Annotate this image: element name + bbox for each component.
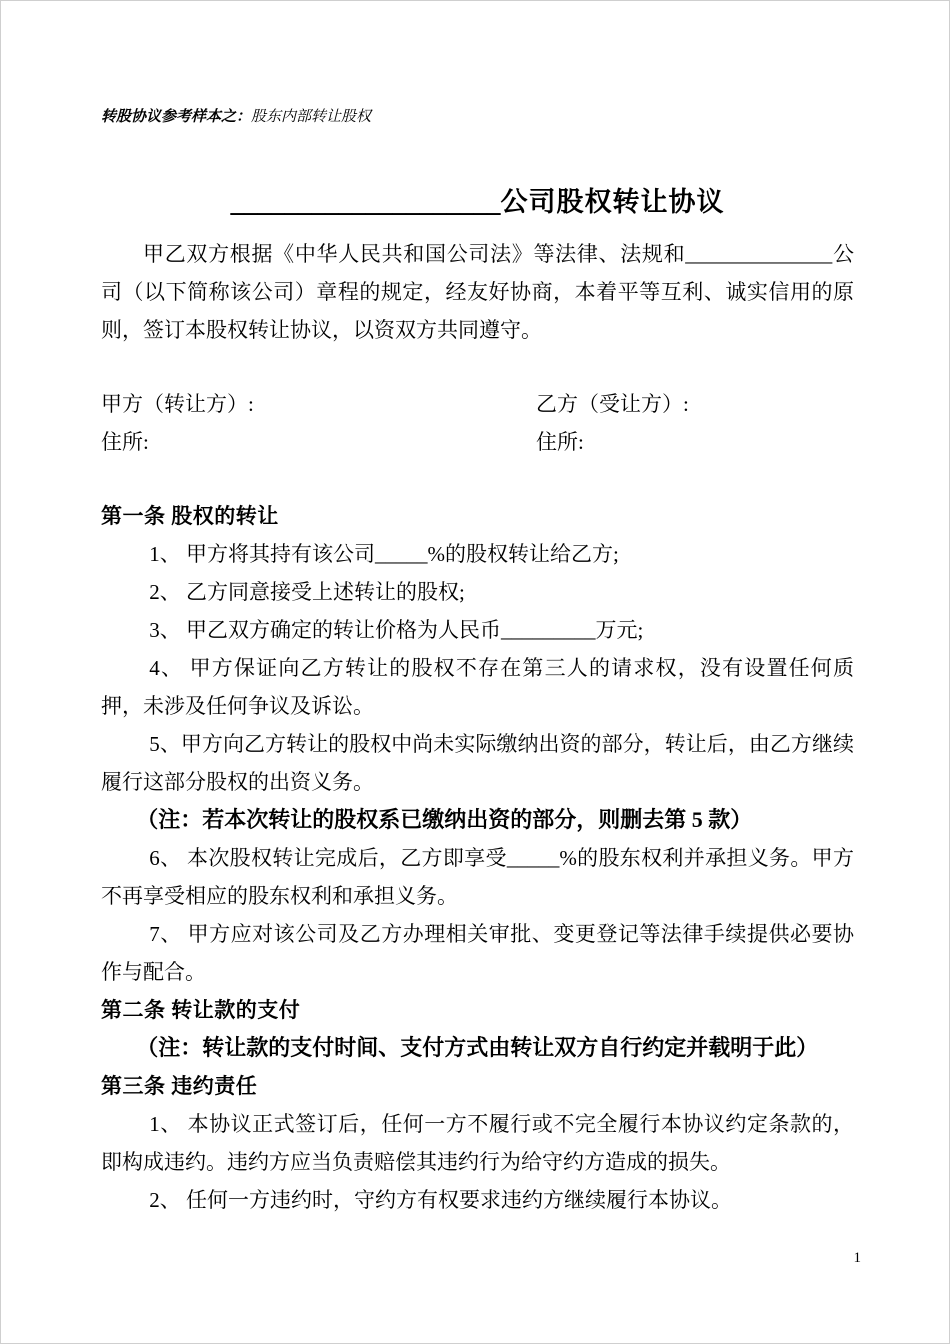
blank-line: [101, 461, 854, 497]
clause-item: 2、 任何一方违约时，守约方有权要求违约方继续履行本协议。: [149, 1188, 733, 1212]
document-content: [1, 1, 949, 1219]
section-2-heading: 第二条 转让款的支付: [101, 998, 301, 1022]
clause-item: 6、 本次股权转让完成后，乙方即享受_____%的股东权利并承担义务。甲方不再享受相应的股东权利和承担义务。: [101, 846, 854, 908]
section-3-heading: 第三条 违约责任: [101, 1074, 258, 1098]
section-2-note: （注：转让款的支付时间、支付方式由转让双方自行约定并载明于此）: [136, 1035, 819, 1060]
clause-item: 5、甲方向乙方转让的股权中尚未实际缴纳出资的部分，转让后，由乙方继续履行这部分股权的出资义务。: [101, 732, 854, 794]
clause-item: 2、 乙方同意接受上述转让的股权;: [149, 580, 465, 604]
intro-paragraph: 甲乙双方根据《中华人民共和国公司法》等法律、法规和______________公司（以下简称该公司）章程的规定，经友好协商，本着平等互利、诚实信用的原则，签订本股权转让协议，以资双方共同遵守。: [101, 242, 854, 342]
header-label: 转股协议参考样本之：: [101, 109, 252, 125]
section-1-note: （注：若本次转让的股权系已缴纳出资的部分，则删去第 5 款）: [136, 807, 753, 832]
title-blank-line: ____________________: [230, 187, 501, 217]
blank-line: [101, 349, 854, 385]
section-1-heading: 第一条 股权的转让: [101, 504, 279, 528]
clause-item: 4、 甲方保证向乙方转让的股权不存在第三人的请求权，没有设置任何质押，未涉及任何争议及诉讼。: [101, 656, 854, 718]
title-text: 公司股权转让协议: [500, 187, 725, 217]
party-b-label: 乙方（受让方）:: [536, 392, 689, 416]
clause-item: 7、 甲方应对该公司及乙方办理相关审批、变更登记等法律手续提供必要协作与配合。: [101, 922, 854, 984]
parties-row: [101, 385, 854, 423]
document-title: [101, 181, 854, 223]
clause-item: 1、 甲方将其持有该公司_____%的股权转让给乙方;: [149, 542, 619, 566]
header-subject: 股东内部转让股权: [251, 109, 372, 125]
document-header-line: [101, 107, 854, 127]
address-b-label: 住所:: [536, 430, 584, 454]
clause-item: 3、 甲乙双方确定的转让价格为人民币_________万元;: [149, 618, 644, 642]
clause-item: 1、 本协议正式签订后，任何一方不履行或不完全履行本协议约定条款的，即构成违约。违约方应当负责赔偿其违约行为给守约方造成的损失。: [101, 1112, 854, 1174]
party-a-label: 甲方（转让方）:: [101, 392, 254, 416]
page-number: 1: [853, 1250, 861, 1266]
address-a-label: 住所:: [101, 430, 149, 454]
addresses-row: [101, 423, 854, 461]
